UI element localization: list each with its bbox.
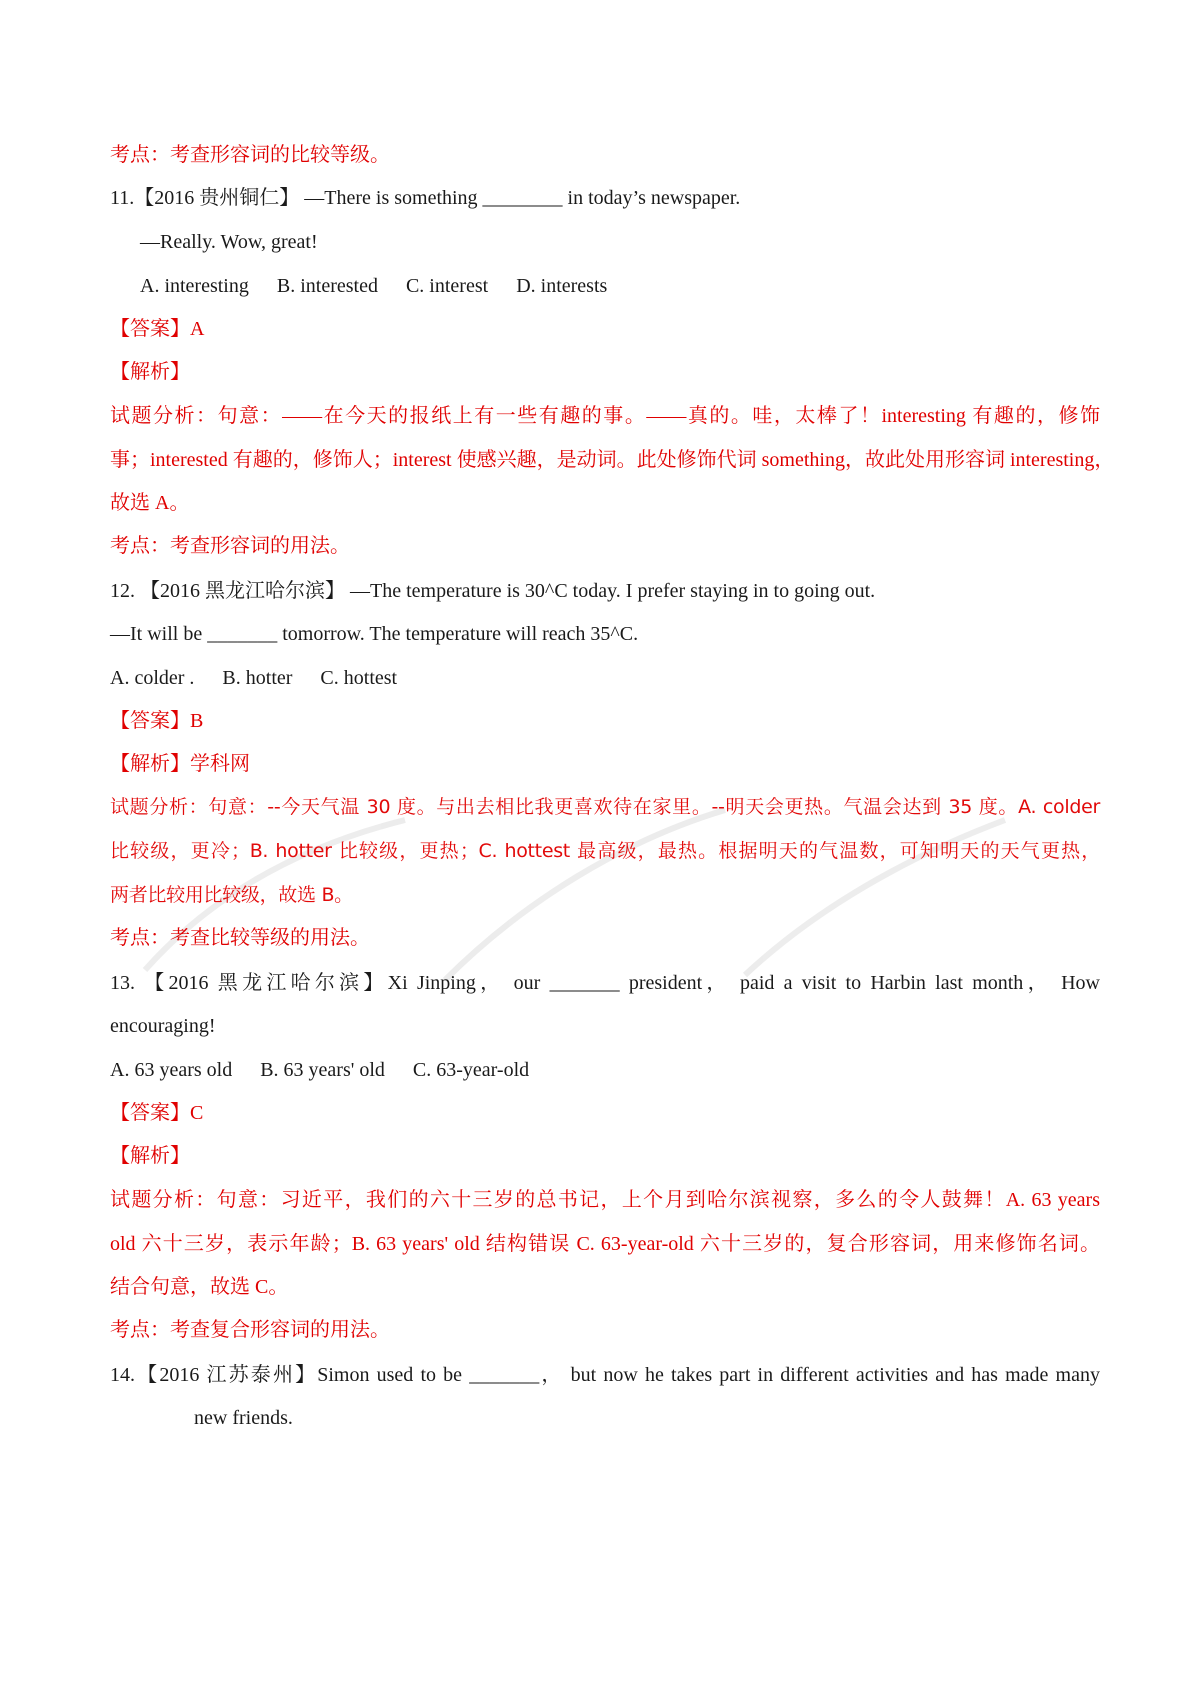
question-14-continued: new friends. [194,1407,293,1429]
answer-13: 【答案】C [110,1102,204,1124]
option-c: C. hottest [320,667,398,689]
question-11-options [140,271,1130,301]
option-b: B. 63 years' old [260,1059,385,1081]
analysis-12-line3: 两者比较用比较级，故选 B。 [110,884,353,906]
analysis-13-line2: old 六十三岁，表示年龄；B. 63 years' old 结构错误 C. 63-year-old 六十三岁的，复合形容词，用来修饰名词。 [110,1233,1100,1255]
analysis-13-line1: 试题分析：句意：习近平，我们的六十三岁的总书记，上个月到哈尔滨视察，多么的令人鼓舞！A. 63 years [110,1189,1100,1211]
kaodian-11: 考点：考查形容词的用法。 [110,535,350,557]
kaodian-12: 考点：考查比较等级的用法。 [110,927,370,949]
question-13-options [110,1055,1100,1085]
question-12: 12. 【2016 黑龙江哈尔滨】 —The temperature is 30^C today. I prefer staying in to going out. [110,580,876,602]
kaodian-13: 考点：考查复合形容词的用法。 [110,1319,390,1341]
option-a: A. colder . [110,667,195,689]
option-b: B. hotter [222,667,293,689]
question-13: 13. 【2016 黑龙江哈尔滨】Xi Jinping， our _______ president， paid a visit to Harbin last month， How [110,972,1100,994]
kaodian-line: 考点：考查形容词的比较等级。 [110,144,390,166]
jiexi-11: 【解析】 [110,361,190,383]
option-a: A. 63 years old [110,1059,233,1081]
answer-12: 【答案】B [110,710,204,732]
analysis-11-line2: 事；interested 有趣的，修饰人；interest 使感兴趣，是动词。此处修饰代词 something，故此处用形容词 interesting， [110,449,1115,471]
question-13-continued: encouraging! [110,1015,216,1037]
question-12-reply: —It will be _______ tomorrow. The temperature will reach 35^C. [110,623,639,645]
option-b: B. interested [276,275,378,297]
question-11: 11.【2016 贵州铜仁】 —There is something ________ in today’s newspaper. [110,187,741,209]
question-11-reply: —Really. Wow, great! [140,231,318,253]
analysis-12-line2: 比较级，更冷；B. hotter 比较级，更热；C. hottest 最高级，最热。根据明天的气温数，可知明天的天气更热， [110,840,1100,862]
analysis-13-line3: 结合句意，故选 C。 [110,1276,289,1298]
analysis-11-line1: 试题分析：句意：——在今天的报纸上有一些有趣的事。——真的。哇，太棒了！interesting 有趣的，修饰 [110,405,1100,427]
option-a: A. interesting [140,275,249,297]
jiexi-12: 【解析】学科网 [110,753,250,775]
answer-11: 【答案】A [110,318,205,340]
option-c: C. 63-year-old [412,1059,530,1081]
option-d: D. interests [516,275,608,297]
question-12-options [110,663,1100,693]
option-c: C. interest [405,275,489,297]
analysis-12-line1: 试题分析：句意：--今天气温 30 度。与出去相比我更喜欢待在家里。--明天会更热。气温会达到 35 度。A. colder [110,796,1100,818]
question-14: 14.【2016 江苏泰州】Simon used to be _______， but now he takes part in different activities and has made many [110,1364,1100,1386]
analysis-11-line3: 故选 A。 [110,492,190,514]
jiexi-13: 【解析】 [110,1145,190,1167]
